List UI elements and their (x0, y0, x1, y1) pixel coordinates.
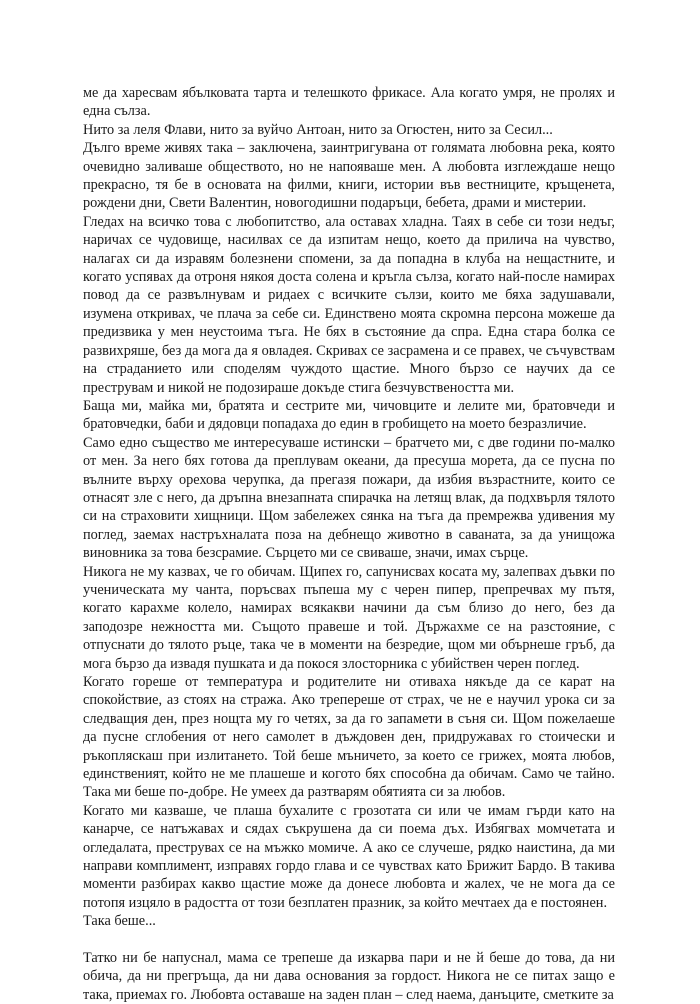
paragraph-spacer (83, 931, 615, 949)
paragraph: Така беше... (83, 913, 156, 930)
paragraph: Гледах на всичко това с любопитство, ала оставах хладна. Таях в себе си този недъг, наричах се чудовище, насилвах се да изпитам нещо, което да прилича на чувство, налагах си да изравям болезнени спомени, за да попадна в клуба на нещастните, и когато успявах да отроня някоя доста солена и кръгла сълза, когато най-после намирах повод да се развълнувам и ридаех с всичките сълзи, които ме бяха задушавали, изумена откривах, че плача за себе си. Единствено моята скромна персона можеше да предизвика у мен неустоима тъга. Не бях в състояние да спра. Една стара болка се развихряше, без да мога да я овладея. Скривах се засрамена и се правех, че съчувствам на страданието или споделям чуждото щастие. Много бързо се научих да се преструвам и никой не подозираше докъде стига безчувствеността ми. (83, 213, 615, 396)
paragraph: Дълго време живях така – заключена, заинтригувана от голямата любовна река, която очевидно заливаше обществото, но не напояваше мен. А любовта изглеждаше нещо прекрасно, тя бе в основата на филми, книги, истории във вестниците, кръщенета, рождени дни, Свети Валентин, новогодишни подаръци, бебета, драми и мистерии. (83, 140, 615, 212)
paragraph: Татко ни бе напуснал, мама се трепеше да изкарва пари и не й беше до това, да ни обича, да ни прегръща, да ни дава основания за гордост. Никога не се питах защо е така, приемах го. Любовта оставаше на заден план – след наема, данъците, сметките за (83, 950, 615, 1003)
paragraph: ме да харесвам ябълковата тарта и телешкото фрикасе. Ала когато умря, не пролях и една сълза. (83, 85, 615, 120)
paragraph: Нито за леля Флави, нито за вуйчо Антоан, нито за Огюстен, нито за Сесил... (83, 121, 553, 138)
paragraph: Баща ми, майка ми, братята и сестрите ми, чичовците и лелите ми, братовчеди и братовчедки, баби и дядовци попадаха до един в гробището на моето безразличие. (83, 397, 615, 433)
paragraph: Само едно същество ме интересуваше истински – братчето ми, с две години по-малко от мен. За него бях готова да преплувам океани, да пресуша морета, да се пусна по вълните върху орехова черупка, да прегазя пожари, да избия възрастните, които се отнасят зле с него, да дръпна внезапната спирачка на летящ влак, да подхвърля тялото си на страховити хищници. Щом забележех сянка на тъга да премрежва удивения му поглед, заемах настръхналата поза на дебнещо животно в саваната, за да унищожа виновника за това безсрамие. Сърцето ми се свиваше, значи, имах сърце. (83, 434, 615, 562)
paragraph: Когато гореше от температура и родителите ни отиваха някъде да се карат на спокойствие, аз стоях на стража. Ако трепереше от страх, че не е научил урока си за следващия ден, през нощта му го четях, за да го запамети в съня си. Щом пожелаеше да пусне сглобения от него самолет в дъждовен ден, придружавах го стоически и ръкопляскаш при излитането. Той беше мъничето, за което се грижех, моята любов, единственият, който не ме плашеше и когото бях способна да обичам. Само че тайно. Така ми беше по-добре. Не умеех да разтварям обятията си за любов. (83, 674, 615, 801)
body-text (83, 84, 615, 1004)
paragraph: Когато ми казваше, че плаша бухалите с грозотата си или че имам гърди като на канарче, се натъжавах и сядах съкрушена да си поема дъх. Избягвах момчетата и огледалата, преструвах се на мъжко момиче. А ако се случеше, рядко наистина, да ми направи комплимент, изправях гордо глава и се чувствах като Брижит Бардо. В такива моменти разбирах какво щастие може да донесе любовта и жалех, че не мога да се потопя изцяло в радостта от този безплатен празник, за който мечтаех да е постоянен. (83, 802, 615, 911)
paragraph: Никога не му казвах, че го обичам. Щипех го, сапунисвах косата му, залепвах дъвки по ученическата му чанта, поръсвах пъпеша му с черен пипер, препречвах му пътя, когато карахме колело, намирах всякакви начини да съм близо до него, без да заподозре нежността ми. Същото правеше и той. Държахме се на разстояние, с отпуснати до тялото ръце, така че в моменти на безредие, щом ми обърнеше гръб, да мога бързо да извадя пушката и да покося злосторника с убийствен черен поглед. (83, 563, 615, 672)
